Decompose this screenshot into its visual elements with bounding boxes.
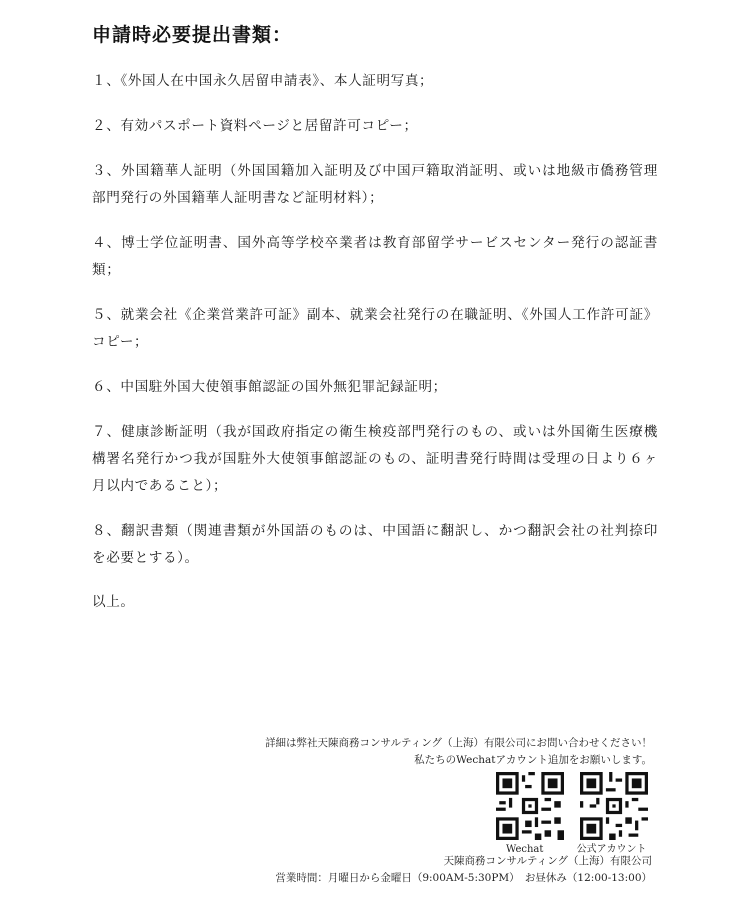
list-item: ７、健康診断証明（我が国政府指定の衛生検疫部門発行のもの、或いは外国衛生医療機構署名発行かつ我が国駐外大使領事館認証のもの、証明書発行時間は受理の日より６ヶ月以内であること）； — [92, 424, 658, 494]
qr-label-wechat: Wechat — [506, 844, 544, 855]
qr-codes — [496, 772, 648, 840]
contact-line: 詳細は弊社天陳商務コンサルティング（上海）有限公司にお問い合わせください！ — [265, 737, 652, 749]
qr-label-official: 公式アカウント — [576, 844, 647, 855]
wechat-line: 私たちのWechatアカウント追加をお願いします。 — [414, 754, 652, 766]
list-item: ６、中国駐外国大使領事館認証の国外無犯罪記録証明； — [92, 379, 447, 395]
list-item: ５、就業会社《企業営業許可証》副本、就業会社発行の在職証明、《外国人工作許可証》コピー； — [92, 307, 658, 350]
list-item: １、《外国人在中国永久居留申請表》、本人証明写真； — [92, 73, 434, 89]
list-item: ４、博士学位証明書、国外高等学校卒業者は教育部留学サービスセンター発行の認証書類； — [92, 235, 658, 278]
list-item: ８、翻訳書類（関連書類が外国語のものは、中国語に翻訳し、かつ翻訳会社の社判捺印を必要とする）。 — [92, 523, 658, 566]
closing-text: 以上。 — [92, 594, 135, 610]
document-list — [92, 68, 658, 610]
footer-contact — [132, 735, 652, 769]
list-item: ３、外国籍華人証明（外国国籍加入証明及び中国戸籍取消証明、或いは地級市僑務管理部門発行の外国籍華人証明書など証明材料）； — [92, 163, 658, 206]
official-account-qr-code[interactable] — [580, 772, 648, 840]
business-hours: 営業時間：月曜日から金曜日（9:00AM-5:30PM） お昼休み（12:00-13:00） — [275, 872, 652, 884]
list-item: ２、有効パスポート資料ページと居留許可コピー； — [92, 118, 418, 134]
company-name: 天陳商務コンサルティング（上海）有限公司 — [443, 855, 652, 867]
page-title: 申請時必要提出書類： — [92, 24, 293, 46]
wechat-qr-code[interactable] — [496, 772, 564, 840]
